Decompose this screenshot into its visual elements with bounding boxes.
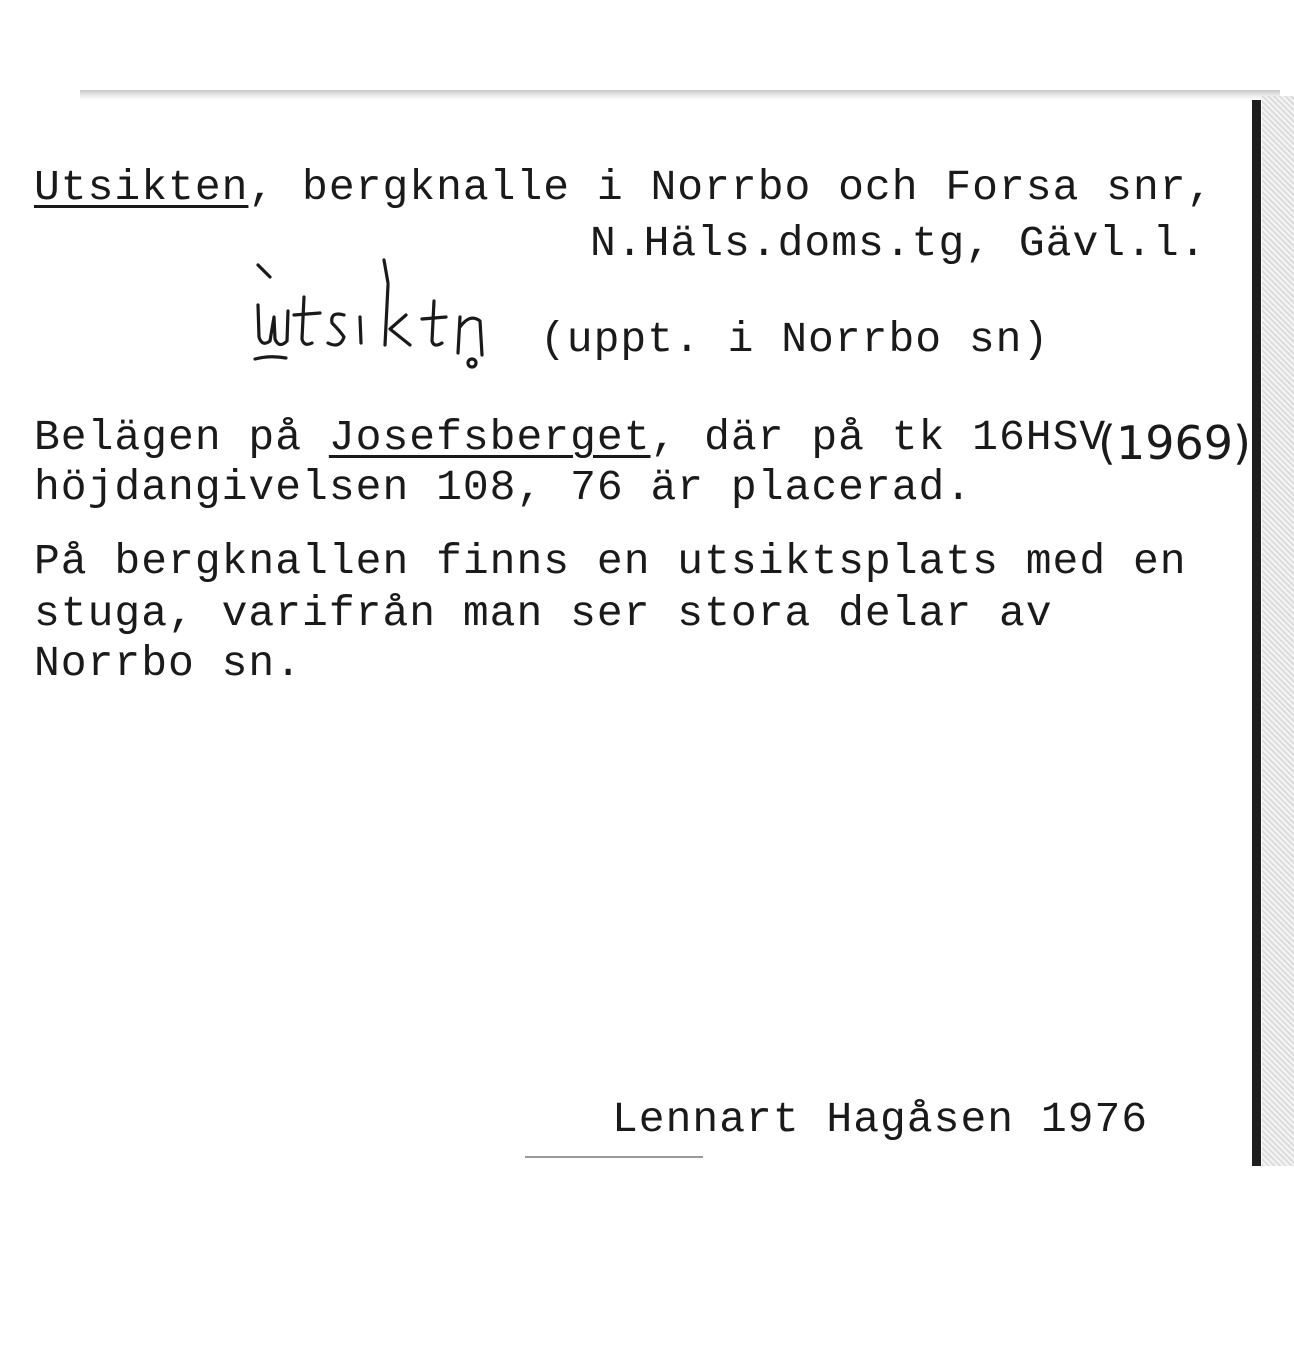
card-right-shadow <box>1262 96 1294 1166</box>
pronunciation-note: (uppt. i Norrbo sn) <box>540 315 1050 364</box>
handwriting-drawing <box>250 255 520 370</box>
location-text-before: Belägen på <box>34 413 329 462</box>
card-top-edge <box>80 90 1280 100</box>
location-line-1 <box>34 413 1107 462</box>
description-line-3: Norrbo sn. <box>34 639 303 688</box>
description-line-1: På bergknallen finns en utsiktsplats med en <box>34 537 1187 586</box>
handwritten-pronunciation <box>250 255 520 370</box>
location-line-2: höjdangivelsen 108, 76 är placerad. <box>34 463 973 512</box>
card-right-edge <box>1252 100 1261 1166</box>
heading-description: , bergknalle i Norrbo och Forsa snr, <box>248 163 1214 212</box>
heading-line-2: N.Häls.doms.tg, Gävl.l. <box>590 219 1207 268</box>
place-name: Utsikten <box>34 163 249 212</box>
signature: Lennart Hagåsen 1976 <box>612 1095 1149 1144</box>
handwritten-year: (1969) <box>1098 416 1251 470</box>
location-place: Josefsberget <box>328 413 651 462</box>
description-line-2: stuga, varifrån man ser stora delar av <box>34 589 1053 638</box>
location-text-after: , där på tk 16HSV <box>650 413 1107 462</box>
heading-line-1 <box>34 163 1214 212</box>
card-bottom-mark <box>525 1156 703 1158</box>
